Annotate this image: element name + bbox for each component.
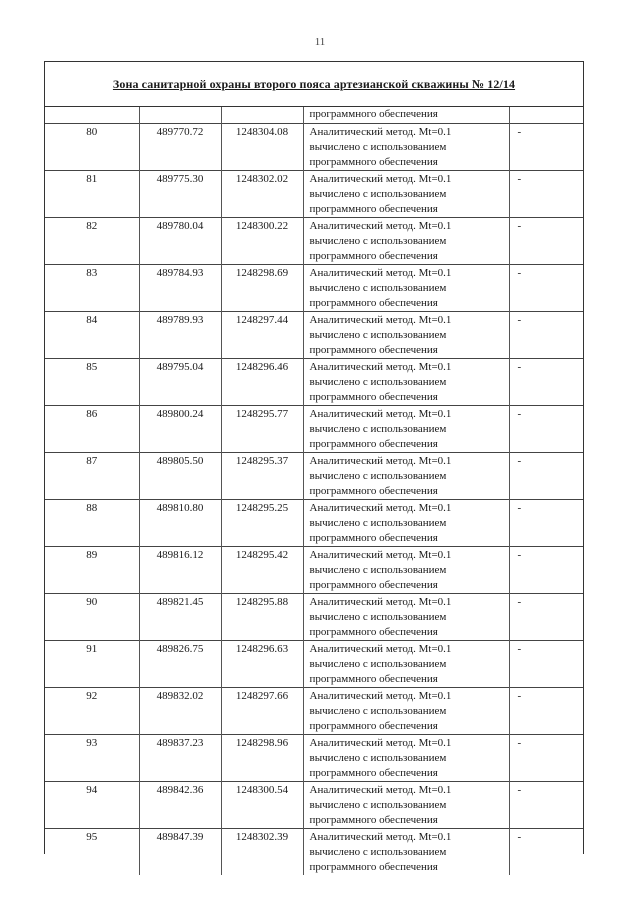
table-row	[45, 782, 583, 829]
x-coordinate-cell: 489847.39	[139, 829, 221, 876]
table-row	[45, 124, 583, 171]
carry-note-cell	[509, 107, 583, 124]
note-cell: -	[509, 124, 583, 171]
method-line: программного обеспечения	[309, 485, 438, 497]
note-cell: -	[509, 265, 583, 312]
method-line: вычислено с использованием	[309, 658, 447, 670]
method-line: вычислено с использованием	[309, 282, 447, 294]
method-cell	[303, 500, 509, 547]
table-row	[45, 359, 583, 406]
x-coordinate-cell: 489784.93	[139, 265, 221, 312]
carry-method-cell: программного обеспечения	[303, 107, 509, 124]
table-row	[45, 265, 583, 312]
x-coordinate-cell: 489842.36	[139, 782, 221, 829]
method-line: программного обеспечения	[309, 673, 438, 685]
method-cell	[303, 547, 509, 594]
note-cell: -	[509, 688, 583, 735]
page-number: 11	[314, 36, 326, 48]
method-line: вычислено с использованием	[309, 611, 447, 623]
method-line: программного обеспечения	[309, 532, 438, 544]
table-row	[45, 453, 583, 500]
x-coordinate-cell: 489800.24	[139, 406, 221, 453]
point-number-cell: 81	[45, 171, 139, 218]
note-cell: -	[509, 547, 583, 594]
y-coordinate-cell: 1248302.02	[221, 171, 303, 218]
y-coordinate-cell: 1248295.77	[221, 406, 303, 453]
method-cell	[303, 406, 509, 453]
y-coordinate-cell: 1248295.25	[221, 500, 303, 547]
method-line: Аналитический метод. Mt=0.1	[309, 126, 452, 138]
x-coordinate-cell: 489826.75	[139, 641, 221, 688]
method-line: Аналитический метод. Mt=0.1	[309, 690, 452, 702]
y-coordinate-cell: 1248295.37	[221, 453, 303, 500]
x-coordinate-cell: 489789.93	[139, 312, 221, 359]
y-coordinate-cell: 1248300.22	[221, 218, 303, 265]
y-coordinate-cell: 1248302.39	[221, 829, 303, 876]
method-line: вычислено с использованием	[309, 141, 447, 153]
table-row	[45, 688, 583, 735]
method-cell	[303, 312, 509, 359]
method-line: вычислено с использованием	[309, 564, 447, 576]
x-coordinate-cell: 489775.30	[139, 171, 221, 218]
method-cell	[303, 782, 509, 829]
method-line: программного обеспечения	[309, 156, 438, 168]
point-number-cell: 86	[45, 406, 139, 453]
y-coordinate-cell: 1248298.69	[221, 265, 303, 312]
y-coordinate-cell: 1248298.96	[221, 735, 303, 782]
method-line: вычислено с использованием	[309, 235, 447, 247]
method-line: программного обеспечения	[309, 438, 438, 450]
table-row	[45, 735, 583, 782]
method-cell	[303, 829, 509, 876]
table-row	[45, 406, 583, 453]
point-number-cell: 93	[45, 735, 139, 782]
method-line: программного обеспечения	[309, 814, 438, 826]
method-line: Аналитический метод. Mt=0.1	[309, 549, 452, 561]
point-number-cell: 82	[45, 218, 139, 265]
method-line: программного обеспечения	[309, 250, 438, 262]
method-line: Аналитический метод. Mt=0.1	[309, 596, 452, 608]
y-coordinate-cell: 1248297.66	[221, 688, 303, 735]
method-line: Аналитический метод. Mt=0.1	[309, 267, 452, 279]
x-coordinate-cell: 489805.50	[139, 453, 221, 500]
carry-x-cell	[139, 107, 221, 124]
method-cell	[303, 359, 509, 406]
x-coordinate-cell: 489837.23	[139, 735, 221, 782]
method-line: программного обеспечения	[309, 203, 438, 215]
method-line: вычислено с использованием	[309, 188, 447, 200]
point-number-cell: 89	[45, 547, 139, 594]
point-number-cell: 88	[45, 500, 139, 547]
method-cell	[303, 453, 509, 500]
method-line: Аналитический метод. Mt=0.1	[309, 831, 452, 843]
note-cell: -	[509, 312, 583, 359]
method-line: вычислено с использованием	[309, 423, 447, 435]
method-line: программного обеспечения	[309, 391, 438, 403]
x-coordinate-cell: 489821.45	[139, 594, 221, 641]
point-number-cell: 95	[45, 829, 139, 876]
note-cell: -	[509, 406, 583, 453]
x-coordinate-cell: 489770.72	[139, 124, 221, 171]
x-coordinate-cell: 489795.04	[139, 359, 221, 406]
method-line: Аналитический метод. Mt=0.1	[309, 784, 452, 796]
table-row	[45, 594, 583, 641]
method-cell	[303, 641, 509, 688]
method-line: вычислено с использованием	[309, 846, 447, 858]
carry-over-row	[45, 107, 583, 124]
note-cell: -	[509, 218, 583, 265]
y-coordinate-cell: 1248295.42	[221, 547, 303, 594]
carry-y-cell	[221, 107, 303, 124]
method-line: Аналитический метод. Mt=0.1	[309, 314, 452, 326]
method-line: Аналитический метод. Mt=0.1	[309, 361, 452, 373]
method-line: вычислено с использованием	[309, 705, 447, 717]
note-cell: -	[509, 641, 583, 688]
y-coordinate-cell: 1248296.46	[221, 359, 303, 406]
note-cell: -	[509, 829, 583, 876]
carry-num-cell	[45, 107, 139, 124]
note-cell: -	[509, 782, 583, 829]
note-cell: -	[509, 171, 583, 218]
y-coordinate-cell: 1248297.44	[221, 312, 303, 359]
point-number-cell: 83	[45, 265, 139, 312]
note-cell: -	[509, 735, 583, 782]
method-line: программного обеспечения	[309, 297, 438, 309]
method-line: Аналитический метод. Mt=0.1	[309, 220, 452, 232]
table-row	[45, 218, 583, 265]
method-line: программного обеспечения	[309, 720, 438, 732]
zone-title: Зона санитарной охраны второго пояса артезианской скважины № 12/14	[45, 62, 583, 107]
method-line: Аналитический метод. Mt=0.1	[309, 737, 452, 749]
point-number-cell: 85	[45, 359, 139, 406]
method-line: Аналитический метод. Mt=0.1	[309, 643, 452, 655]
method-line: Аналитический метод. Mt=0.1	[309, 455, 452, 467]
method-line: вычислено с использованием	[309, 799, 447, 811]
table-row	[45, 171, 583, 218]
coordinates-table	[45, 107, 583, 875]
method-line: программного обеспечения	[309, 861, 438, 873]
point-number-cell: 87	[45, 453, 139, 500]
point-number-cell: 91	[45, 641, 139, 688]
method-line: программного обеспечения	[309, 579, 438, 591]
note-cell: -	[509, 359, 583, 406]
method-line: вычислено с использованием	[309, 376, 447, 388]
method-cell	[303, 218, 509, 265]
y-coordinate-cell: 1248296.63	[221, 641, 303, 688]
method-line: вычислено с использованием	[309, 329, 447, 341]
x-coordinate-cell: 489816.12	[139, 547, 221, 594]
document-frame	[44, 61, 584, 873]
x-coordinate-cell: 489780.04	[139, 218, 221, 265]
table-row	[45, 829, 583, 876]
table-row	[45, 500, 583, 547]
method-line: программного обеспечения	[309, 767, 438, 779]
method-cell	[303, 171, 509, 218]
note-cell: -	[509, 453, 583, 500]
y-coordinate-cell: 1248295.88	[221, 594, 303, 641]
method-line: вычислено с использованием	[309, 752, 447, 764]
table-row	[45, 312, 583, 359]
point-number-cell: 80	[45, 124, 139, 171]
method-cell	[303, 124, 509, 171]
y-coordinate-cell: 1248304.08	[221, 124, 303, 171]
method-line: вычислено с использованием	[309, 517, 447, 529]
table-row	[45, 641, 583, 688]
method-line: вычислено с использованием	[309, 470, 447, 482]
x-coordinate-cell: 489810.80	[139, 500, 221, 547]
note-cell: -	[509, 500, 583, 547]
method-cell	[303, 688, 509, 735]
note-cell: -	[509, 594, 583, 641]
method-line: Аналитический метод. Mt=0.1	[309, 502, 452, 514]
y-coordinate-cell: 1248300.54	[221, 782, 303, 829]
method-cell	[303, 735, 509, 782]
point-number-cell: 90	[45, 594, 139, 641]
method-line: программного обеспечения	[309, 344, 438, 356]
method-cell	[303, 594, 509, 641]
method-cell	[303, 265, 509, 312]
table-row	[45, 547, 583, 594]
x-coordinate-cell: 489832.02	[139, 688, 221, 735]
method-line: Аналитический метод. Mt=0.1	[309, 408, 452, 420]
method-line: Аналитический метод. Mt=0.1	[309, 173, 452, 185]
method-line: программного обеспечения	[309, 626, 438, 638]
point-number-cell: 84	[45, 312, 139, 359]
point-number-cell: 94	[45, 782, 139, 829]
point-number-cell: 92	[45, 688, 139, 735]
